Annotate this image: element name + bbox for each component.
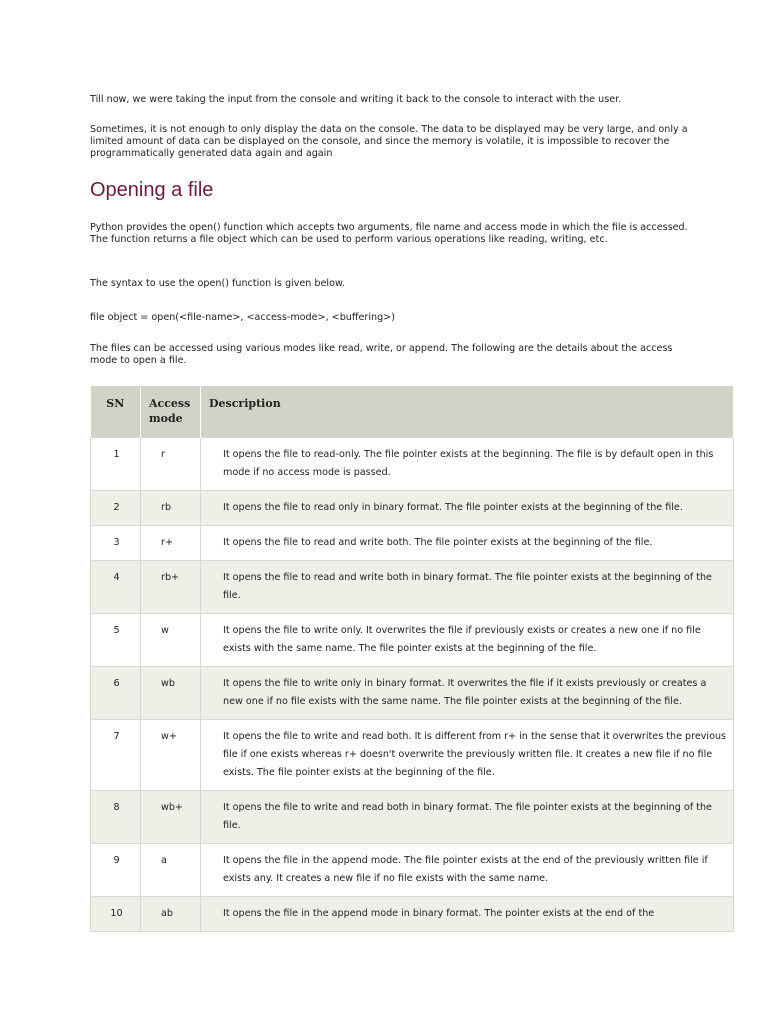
cell-description: It opens the file to read and write both in binary format. The file pointer exists at the beginning of the file. — [201, 561, 734, 614]
syntax-intro-paragraph: The syntax to use the open() function is given below. — [90, 278, 345, 289]
cell-mode: ab — [141, 897, 201, 932]
cell-sn: 7 — [91, 720, 141, 791]
cell-sn: 2 — [91, 491, 141, 526]
cell-mode: w+ — [141, 720, 201, 791]
cell-description: It opens the file to read only in binary format. The file pointer exists at the beginning of the file. — [201, 491, 734, 526]
cell-sn: 5 — [91, 614, 141, 667]
cell-sn: 10 — [91, 897, 141, 932]
cell-mode: wb+ — [141, 791, 201, 844]
cell-description: It opens the file to write only. It overwrites the file if previously exists or creates a new one if no file exists with the same name. The file pointer exists at the beginning of the file. — [201, 614, 734, 667]
access-mode-table — [90, 386, 734, 932]
header-access-mode: Access mode — [141, 386, 201, 438]
cell-description: It opens the file to read and write both. The file pointer exists at the beginning of the file. — [201, 526, 734, 561]
table-row — [91, 667, 734, 720]
table-row — [91, 720, 734, 791]
table-row — [91, 526, 734, 561]
cell-description: It opens the file in the append mode in binary format. The pointer exists at the end of the — [201, 897, 734, 932]
table-header-row — [91, 386, 734, 438]
table-row — [91, 438, 734, 491]
cell-sn: 9 — [91, 844, 141, 897]
cell-sn: 4 — [91, 561, 141, 614]
cell-sn: 1 — [91, 438, 141, 491]
intro-paragraph: Till now, we were taking the input from the console and writing it back to the console to interact with the user. — [90, 94, 622, 105]
cell-sn: 3 — [91, 526, 141, 561]
cell-description: It opens the file to read-only. The file pointer exists at the beginning. The file is by default open in this mode if no access mode is passed. — [201, 438, 734, 491]
table-row — [91, 791, 734, 844]
cell-sn: 6 — [91, 667, 141, 720]
cell-description: It opens the file in the append mode. The file pointer exists at the end of the previously written file if exists any. It creates a new file if no file exists with the same name. — [201, 844, 734, 897]
table-row — [91, 897, 734, 932]
cell-mode: a — [141, 844, 201, 897]
cell-mode: r+ — [141, 526, 201, 561]
console-limits-paragraph: Sometimes, it is not enough to only display the data on the console. The data to be displayed may be very large, and only a limited amount of data can be displayed on the console, and since the memory is volatile, it is impossible to recover the programmatically generated data again and again — [90, 124, 688, 159]
cell-mode: rb+ — [141, 561, 201, 614]
header-description: Description — [201, 386, 734, 438]
cell-mode: w — [141, 614, 201, 667]
open-function-paragraph: Python provides the open() function which accepts two arguments, file name and access mode in which the file is accessed. The function returns a file object which can be used to perform various operations like reading, writing, etc. — [90, 222, 688, 245]
table-row — [91, 844, 734, 897]
cell-sn: 8 — [91, 791, 141, 844]
cell-mode: r — [141, 438, 201, 491]
modes-intro-paragraph: The files can be accessed using various modes like read, write, or append. The following are the details about the access mode to open a file. — [90, 343, 673, 366]
header-sn: SN — [91, 386, 141, 438]
table-row — [91, 561, 734, 614]
section-heading: Opening a file — [90, 179, 214, 201]
cell-description: It opens the file to write and read both in binary format. The file pointer exists at the beginning of the file. — [201, 791, 734, 844]
syntax-code: file object = open(<file-name>, <access-mode>, <buffering>) — [90, 312, 395, 323]
table-row — [91, 491, 734, 526]
cell-description: It opens the file to write and read both. It is different from r+ in the sense that it overwrites the previous file if one exists whereas r+ doesn't overwrite the previously written file. It creates a new file if no file exists. The file pointer exists at the beginning of the file. — [201, 720, 734, 791]
cell-mode: wb — [141, 667, 201, 720]
cell-mode: rb — [141, 491, 201, 526]
table-row — [91, 614, 734, 667]
cell-description: It opens the file to write only in binary format. It overwrites the file if it exists previously or creates a new one if no file exists with the same name. The file pointer exists at the beginning of the file. — [201, 667, 734, 720]
